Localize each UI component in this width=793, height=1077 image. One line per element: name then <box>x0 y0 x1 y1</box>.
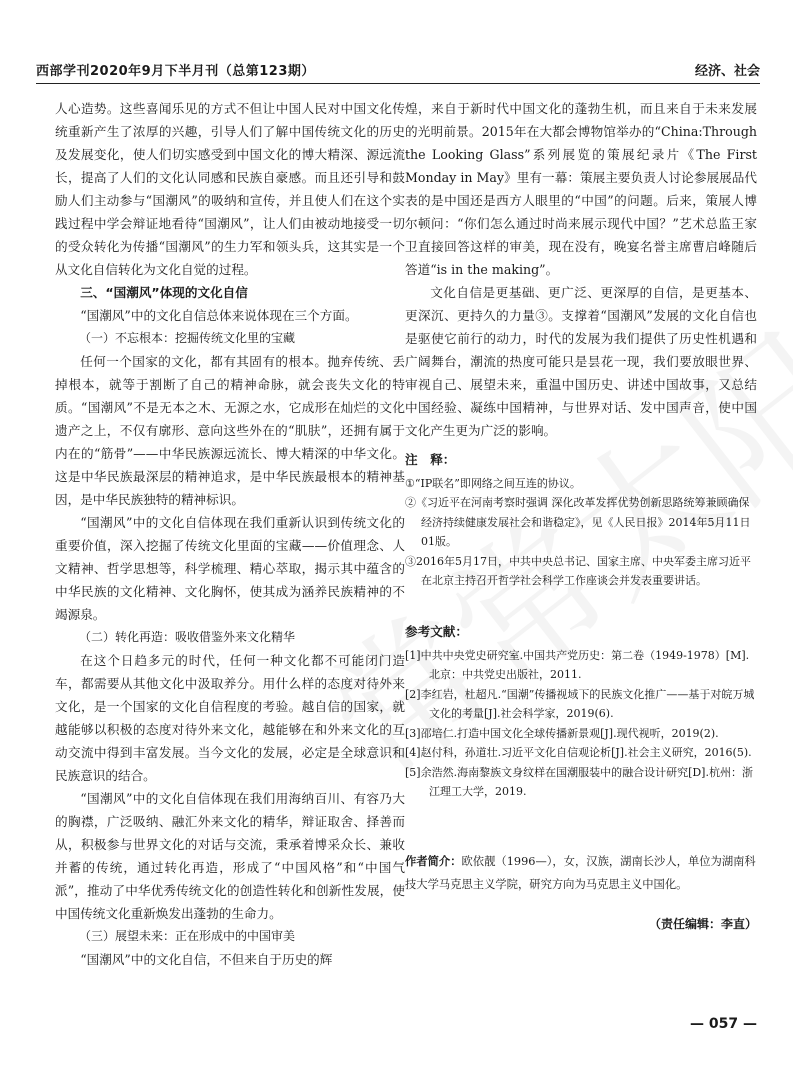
author-text: 欧依靓（1996—），女，汉族，湖南长沙人，单位为湖南科技大学马克思主义学院，研究方向为马克思主义中国化。 <box>405 855 756 891</box>
page-header <box>36 60 760 82</box>
journal-title: 西部学刊2020年9月下半月刊（总第123期） <box>36 64 315 79</box>
reference-item: [5]余浩然.海南黎族文身纹样在国潮服装中的融合设计研究[D].杭州：浙江理工大学，2019. <box>405 765 753 798</box>
paragraph: “国潮风”中的文化自信体现在我们重新认识到传统文化的重要价值，深入挖掘了传统文化里面的宝藏——价值理念、人文精神、哲学思想等，科学梳理、精心萃取，揭示其中蕴含的中华民族的文化精神、文化胸怀，使其成为涵养民族精神的不竭源泉。 <box>55 515 405 622</box>
reference-item: [4]赵付科，孙道壮.习近平文化自信观论析[J].社会主义研究，2016(5). <box>405 746 752 759</box>
paragraph: “国潮风”中的文化自信体现在我们用海纳百川、有容乃大的胸襟，广泛吸纳、融汇外来文化的精华，辩证取舍、择善而从，积极参与世界文化的对话与交流，秉承着博采众长、兼收并蓄的传统，通过转化再造，形成了“中国风格”和“中国气派”，推动了中华优秀传统文化的创造性转化和创新性发展，使中国传统文化重新焕发出蓬勃的生命力。 <box>55 791 405 921</box>
subheading: （三）展望未来：正在形成中的中国审美 <box>79 929 296 943</box>
paragraph: “国潮风”中的文化自信总体来说体现在三个方面。 <box>80 308 358 323</box>
paragraph: “国潮风”中的文化自信，不但来自于历史的辉 <box>80 952 333 967</box>
left-column <box>55 97 405 971</box>
editor-credit: （责任编辑：李直） <box>648 917 757 931</box>
reference-item: [1]中共中央党史研究室.中国共产党历史：第二卷（1949-1978）[M].北京：中共党史出版社，2011. <box>405 648 750 681</box>
references-title: 参考文献： <box>405 624 468 639</box>
page-number: — 057 — <box>690 1016 757 1032</box>
reference-item: [2]李红岩，杜超凡.“国潮”传播视域下的民族文化推广——基于对皖万城文化的考量[J].社会科学家，2019(6). <box>405 687 755 720</box>
section-heading: 三、“国潮风”体现的文化自信 <box>80 285 248 300</box>
section-tag: 经济、社会 <box>694 64 760 79</box>
author-label: 作者简介： <box>405 855 462 868</box>
header-rule <box>36 83 760 84</box>
paragraph: 煌，来自于新时代中国文化的蓬勃生机，而且来自于未来发展的光明前景。2015年在大都会博物馆举办的“China:Through the Looking Glass”系列展览的策展纪录片《The First Monday in May》里有一幕：策展主要负责人讨论参展展品代表的是中国还是西方人眼里的“中国”的问题。后来，策展人博尔顿问：“你们怎么通过时尚来展示现代中国？”艺术总监王家卫直接回答这样的审美，现在没有，晚宴名誉主席曹启峰随后答道“is in the making”。 <box>405 101 757 277</box>
paragraph: 任何一个国家的文化，都有其固有的根本。抛弃传统、丢掉根本，就等于割断了自己的精神命脉，就会丧失文化的特质。“国潮风”不是无本之木、无源之水，它成形在灿烂的文化遗产之上，不仅有廓形、意向这些外在的“肌肤”，还拥有属于内在的“筋骨”——中华民族源远流长、博大精深的中华文化。这是中华民族最深层的精神追求，是中华民族最根本的精神基因，是中华民族独特的精神标识。 <box>55 354 405 507</box>
note-item: ②《习近平在河南考察时强调 深化改革发挥优势创新思路统筹兼顾确保经济持续健康发展社会和谐稳定》，见《人民日报》2014年5月11日01版。 <box>405 496 751 548</box>
subheading: （一）不忘根本：挖掘传统文化里的宝藏 <box>79 331 296 345</box>
reference-item: [3]邵培仁.打造中国文化全球传播新景观[J].现代视听，2019(2). <box>405 726 719 740</box>
note-item: ③2016年5月17日，中共中央总书记、国家主席、中央军委主席习近平在北京主持召开哲学社会科学工作座谈会并发表重要讲话。 <box>405 554 751 587</box>
paragraph: 在这个日趋多元的时代，任何一种文化都不可能闭门造车，都需要从其他文化中汲取养分。用什么样的态度对待外来文化，是一个国家的文化自信程度的考验。越自信的国家，就越能够以积极的态度对待外来文化，越能够在和外来文化的互动交流中得到丰富发展。当今文化的发展，必定是全球意识和民族意识的结合。 <box>55 653 405 783</box>
right-column <box>405 97 757 442</box>
subheading: （二）转化再造：吸收借鉴外来文化精华 <box>79 630 296 644</box>
note-item: ①“IP联名”即网络之间互连的协议。 <box>405 476 581 490</box>
paragraph: 人心造势。这些喜闻乐见的方式不但让中国人民对中国文化传统重新产生了浓厚的兴趣，引导人们了解中国传统文化的历史及发展变化，使人们切实感受到中国文化的博大精深、源远流长，提高了人们的文化认同感和民族自豪感。而且还引导和鼓励人们主动参与“国潮风”的吸纳和宣传，并且使人们在这个实践过程中学会辩证地看待“国潮风”，让人们由被动地接受一切的受众转化为传播“国潮风”的生力军和领头兵，这其实是一个从文化自信转化为文化自觉的过程。 <box>55 101 405 277</box>
paragraph: 文化自信是更基础、更广泛、更深厚的自信，是更基本、更深沉、更持久的力量③。支撑着“国潮风”发展的文化自信也是驱使它前行的动力，时代的发展为我们提供了历史性机遇和广阔舞台，潮流的热度可能只是昙花一现，我们要放眼世界、审视自己、展望未来，重温中国历史、讲述中国故事，又总结中国经验、凝练中国精神，与世界对话、发中国声音，使中国文化产生更为广泛的影响。 <box>405 285 757 438</box>
notes-title: 注 释： <box>405 452 456 467</box>
references-section <box>405 622 757 802</box>
notes-section <box>405 450 757 591</box>
author-bio <box>405 850 757 896</box>
